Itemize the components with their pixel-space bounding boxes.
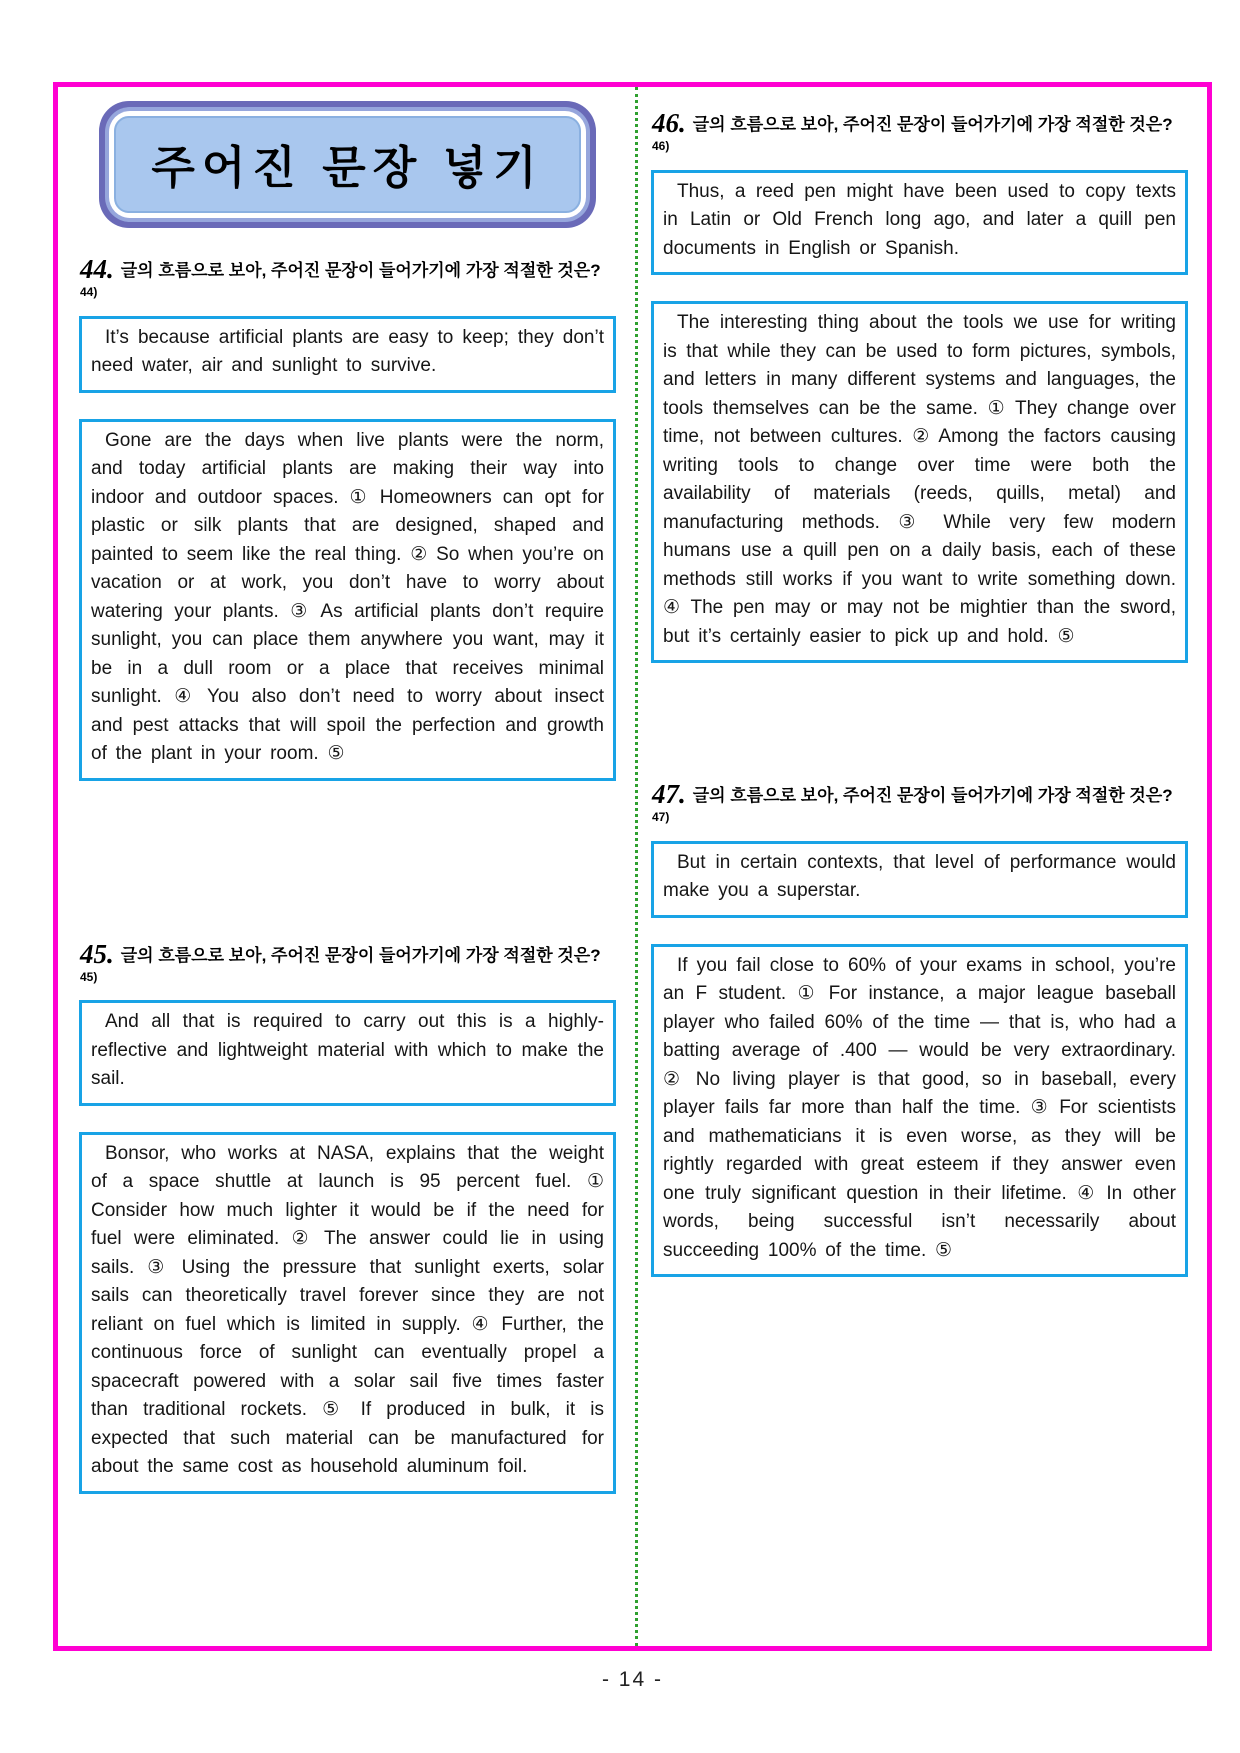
question-45-passage-text: Bonsor, who works at NASA, explains that the weight of a space shuttle at launch is 95 percent fuel. ① Consider how much lighter it would be if the need for fuel were eliminated. ② The answer could lie in using sails. ③ Using the pressure that sunlight exerts, solar sails can theoretically travel forever since they are not reliant on fuel which is limited in supply. ④ Further, the continuous force of sunlight can eventually propel a spacecraft powered with a solar sail five times faster than traditional rockets. ⑤ If produced in bulk, it is expected that such material can be manufactured for about the same cost as household aluminum foil. [91, 1142, 604, 1478]
question-47-given-sentence-box [651, 841, 1188, 918]
question-44-given-sentence-box [79, 316, 616, 393]
section-title: 주어진 문장 넣기 [114, 116, 581, 213]
question-44-passage-text: Gone are the days when live plants were the norm, and today artificial plants are making their way into indoor and outdoor spaces. ① Homeowners can opt for plastic or silk plants that are designed, shaped and painted to seem like the real thing. ② So when you’re on vacation or at work, you don’t have to worry about watering your plants. ③ As artificial plants don’t require sunlight, you can place them anywhere you want, may it be in a dull room or a place that receives minimal sunlight. ④ You also don’t need to worry about insect and pest attacks that will spoil the perfection and growth of the plant in your room. ⑤ [91, 429, 604, 765]
question-44-number: 44. [80, 254, 114, 284]
question-45 [79, 939, 616, 1494]
question-45-prompt: 글의 흐름으로 보아, 주어진 문장이 들어가기에 가장 적절한 것은? [120, 945, 601, 965]
two-column-layout [58, 87, 1207, 1646]
question-47-number: 47. [652, 779, 686, 810]
question-44-prompt: 글의 흐름으로 보아, 주어진 문장이 들어가기에 가장 적절한 것은? [120, 261, 601, 280]
question-46-given-sentence-text: Thus, a reed pen might have been used to copy texts in Latin or Old French long ago, and later a quill pen documents in English or Spanish. [663, 180, 1176, 259]
question-46-prompt: 글의 흐름으로 보아, 주어진 문장이 들어가기에 가장 적절한 것은? [692, 115, 1173, 134]
question-45-header [80, 939, 616, 993]
question-45-number: 45. [80, 938, 114, 969]
question-47 [651, 779, 1188, 1277]
question-47-footnote-ref: 47) [652, 810, 670, 825]
question-46-header [652, 108, 1188, 162]
question-45-passage-box [79, 1132, 616, 1494]
question-46-passage-box [651, 301, 1188, 663]
column-divider [635, 87, 638, 1646]
question-46-footnote-ref: 46) [652, 139, 670, 153]
question-46-given-sentence-box [651, 170, 1188, 276]
question-47-passage-text: If you fail close to 60% of your exams in school, you’re an F student. ① For instance, a major league baseball player who failed 60% of the time — that is, who had a batting average of .400 — would be very extraordinary. ② No living player is that good, so in baseball, every player fails far more than half the time. ③ For scientists and mathematicians it is even worse, as they will be rightly regarded with great esteem if they answer even one truly significant question in their lifetime. ④ In other words, being successful isn’t necessarily about succeeding 100% of the time. ⑤ [663, 954, 1176, 1261]
page-number: - 14 - [601, 1668, 663, 1691]
question-45-given-sentence-text: And all that is required to carry out this is a highly-reflective and lightweight material with which to make the sail. [91, 1011, 604, 1090]
question-47-given-sentence-text: But in certain contexts, that level of performance would make you a superstar. [663, 851, 1176, 902]
banner-ring-mid [105, 107, 590, 222]
question-47-prompt: 글의 흐름으로 보아, 주어진 문장이 들어가기에 가장 적절한 것은? [692, 786, 1173, 806]
left-column [79, 87, 616, 1646]
question-46-passage-text: The interesting thing about the tools we use for writing is that while they can be used to form pictures, symbols, and letters in many different systems and languages, the tools themselves can be the same. ① They change over time, not between cultures. ② Among the factors causing writing tools to change over time were both the availability of materials (reeds, quills, metal) and manufacturing methods. ③ While very few modern humans use a quill pen on a daily basis, each of these methods still works if you want to write something down. ④ The pen may or may not be mightier than the sword, but it’s certainly easier to pick up and hold. ⑤ [663, 312, 1176, 647]
section-title-banner [99, 101, 596, 228]
banner-ring-white [109, 111, 586, 218]
question-44 [79, 254, 616, 781]
question-44-header [80, 254, 616, 308]
right-column [651, 87, 1188, 1646]
question-47-passage-box [651, 944, 1188, 1278]
question-44-passage-box [79, 419, 616, 781]
page-border-frame [53, 82, 1212, 1651]
question-45-given-sentence-box [79, 1000, 616, 1106]
question-45-footnote-ref: 45) [80, 969, 98, 984]
question-44-given-sentence-text: It’s because artificial plants are easy to keep; they don’t need water, air and sunlight to survive. [91, 326, 604, 377]
question-47-header [652, 779, 1188, 833]
question-46 [651, 108, 1188, 663]
question-46-number: 46. [652, 108, 686, 138]
question-44-footnote-ref: 44) [80, 285, 98, 299]
